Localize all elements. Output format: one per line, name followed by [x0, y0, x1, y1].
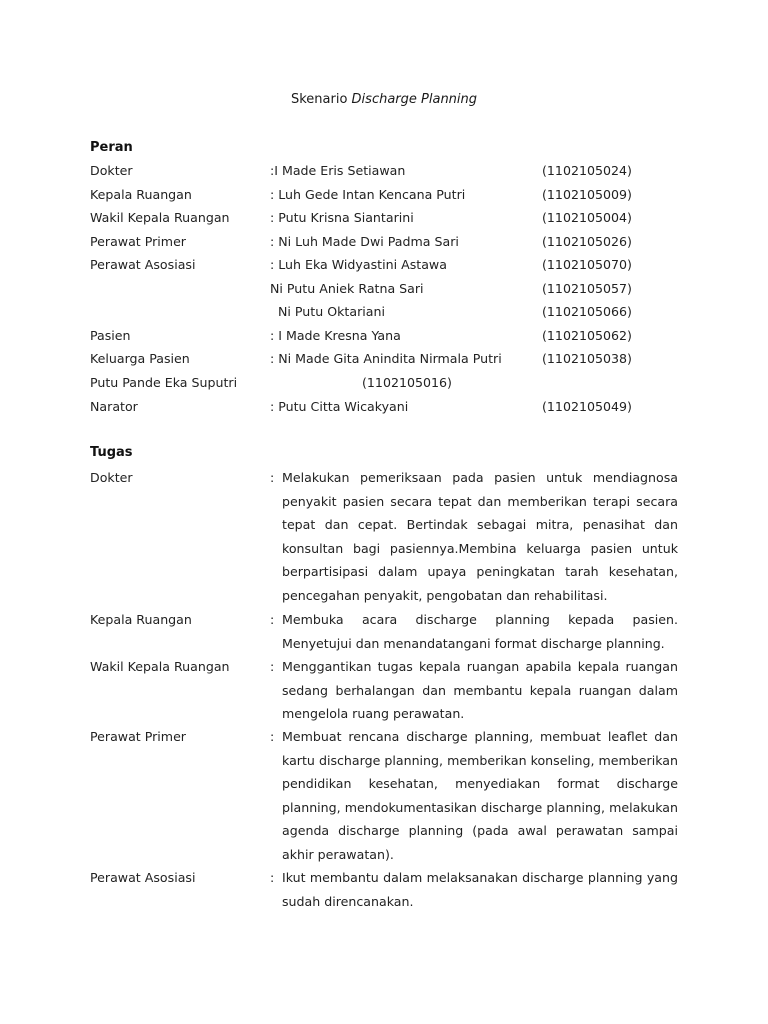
role-row — [0, 302, 768, 322]
role-label: Wakil Kepala Ruangan — [90, 210, 230, 225]
role-person: Ni Putu Oktariani — [270, 304, 385, 319]
role-id: (1102105004) — [542, 210, 632, 225]
role-row — [0, 208, 768, 228]
task-description: Melakukan pemeriksaan pada pasien untuk mendiagnosa penyakit pasien secara tepat dan memberikan terapi secara tepat dan cepat. Bertindak sebagai mitra, penasihat dan konsultan bagi pasiennya.Membina keluarga pasien untuk berpartisipasi dalam upaya peningkatan tarah kesehatan, pencegahan penyakit, pengobatan dan rehabilitasi. — [282, 470, 678, 603]
role-id: (1102105049) — [542, 399, 632, 414]
section-heading-peran: Peran — [90, 140, 133, 155]
task-colon: : — [270, 470, 275, 485]
role-id: (1102105038) — [542, 351, 632, 366]
role-row — [0, 185, 768, 205]
role-person: : Ni Made Gita Anindita Nirmala Putri — [270, 351, 502, 366]
role-label: Narator — [90, 399, 138, 414]
role-label: Perawat Asosiasi — [90, 257, 196, 272]
role-row — [0, 161, 768, 181]
task-description: Ikut membantu dalam melaksanakan discharge planning yang sudah direncanakan. — [282, 870, 678, 909]
role-id: (1102105070) — [542, 257, 632, 272]
task-colon: : — [270, 729, 275, 744]
task-colon: : — [270, 870, 275, 885]
role-id: (1102105066) — [542, 304, 632, 319]
task-label: Kepala Ruangan — [90, 612, 192, 627]
role-person: : Luh Eka Widyastini Astawa — [270, 257, 447, 272]
role-id: (1102105057) — [542, 281, 632, 296]
task-label: Dokter — [90, 470, 133, 485]
task-colon: : — [270, 659, 275, 674]
role-person: : Luh Gede Intan Kencana Putri — [270, 187, 466, 202]
role-person: : Ni Luh Made Dwi Padma Sari — [270, 234, 459, 249]
role-row — [0, 279, 768, 299]
role-person: : I Made Kresna Yana — [270, 328, 401, 343]
role-label: Kepala Ruangan — [90, 187, 192, 202]
section-heading-tugas: Tugas — [90, 445, 133, 460]
role-row — [0, 255, 768, 275]
role-label: Pasien — [90, 328, 131, 343]
task-description: Membuka acara discharge planning kepada pasien. Menyetujui dan menandatangani format discharge planning. — [282, 612, 678, 651]
role-id: (1102105026) — [542, 234, 632, 249]
role-label: Dokter — [90, 163, 133, 178]
role-label: Keluarga Pasien — [90, 351, 190, 366]
title-prefix: Skenario — [290, 92, 352, 107]
role-row — [0, 232, 768, 252]
task-label: Perawat Asosiasi — [90, 870, 196, 885]
task-description: Membuat rencana discharge planning, membuat leaflet dan kartu discharge planning, memberikan konseling, memberikan pendidikan kesehatan, menyediakan format discharge planning, mendokumentasikan discharge planning, melakukan agenda discharge planning (pada awal perawatan sampai akhir perawatan). — [282, 729, 678, 862]
role-person: :I Made Eris Setiawan — [270, 163, 406, 178]
role-label: Putu Pande Eka Suputri — [90, 375, 238, 390]
task-label: Wakil Kepala Ruangan — [90, 659, 230, 674]
title-emphasis: Discharge Planning — [351, 92, 478, 107]
role-person: : Putu Citta Wicakyani — [270, 399, 409, 414]
role-id: (1102105009) — [542, 187, 632, 202]
role-label: Perawat Primer — [90, 234, 186, 249]
task-description: Menggantikan tugas kepala ruangan apabila kepala ruangan sedang berhalangan dan membantu kepala ruangan dalam mengelola ruang perawatan. — [282, 659, 678, 722]
role-id: (1102105062) — [542, 328, 632, 343]
role-row — [0, 373, 768, 393]
role-person: : Putu Krisna Siantarini — [270, 210, 414, 225]
role-person: Ni Putu Aniek Ratna Sari — [270, 281, 424, 296]
role-id: (1102105024) — [542, 163, 632, 178]
task-label: Perawat Primer — [90, 729, 186, 744]
role-id: (1102105016) — [362, 375, 452, 390]
document-title — [0, 92, 768, 107]
task-colon: : — [270, 612, 275, 627]
role-row — [0, 397, 768, 417]
role-row — [0, 326, 768, 346]
role-row — [0, 349, 768, 369]
